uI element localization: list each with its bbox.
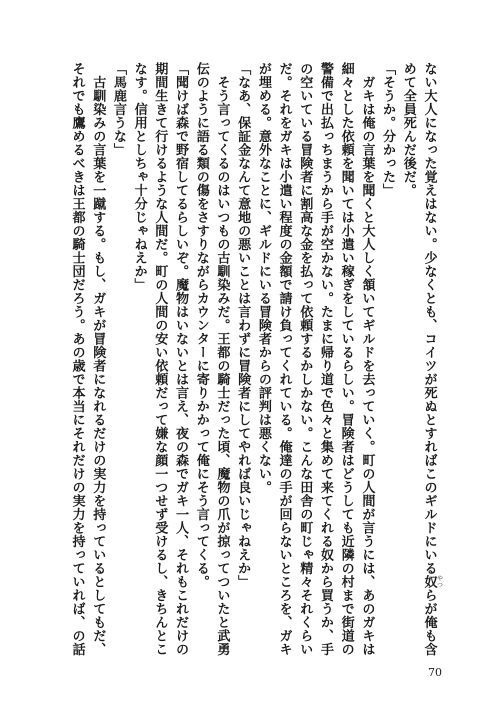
text-line-9: が埋める。意外なことに、ギルドにいる冒険者からの評判は悪くない。	[255, 62, 271, 494]
text-line-7: の空いている冒険者に割高な金を払って依頼するかしかない。こんな田舎の町じゃ精々それくらい	[297, 62, 313, 656]
text-line-1	[418, 62, 443, 656]
text-line-15: なす。信用としちゃ十分じゃねえか」	[131, 62, 147, 292]
text-line-12: 伝のように語る類の傷をさすりながらカウンターに寄りかかって俺にそう言ってくる。	[193, 62, 209, 589]
text-line-6: 警備で出払っちまうから手が空かない。たまに帰り道で色々と集めて来てくれる奴から買うか、手	[317, 62, 333, 656]
text-line-17: 古馴染みの言葉を一蹴する。もし、ガキが冒険者になれるだけの実力を持っているとしてもだ、	[90, 62, 106, 656]
text-line-10: 「なあ、保証金なんて意地の悪いことは言わずに冒険者にしてやれば良いじゃねえか」	[235, 62, 251, 589]
text-line-16: 「馬鹿言うな」	[110, 62, 126, 157]
text-line-18: それでも鷹めるべきは王都の騎士団だろう。あの歳で本当にそれだけの実力を持っていれば、の話	[69, 62, 85, 656]
text-line-13: 「聞けば森で野宿してるらしいぞ。魔物はいないとは言え、夜の森でガキ一人、それもこれだけの	[173, 62, 189, 656]
text-line-11: そう言ってくるのはいつもの古馴染みだ。王都の騎士だった頃、魔物の爪が掠ってついたと武勇	[214, 62, 230, 656]
text-line-3: 「そうか。分かった」	[380, 62, 396, 197]
page-number: 70	[428, 666, 442, 679]
text-line-2: めて全員死んだ後だ。	[400, 62, 416, 197]
text-line-14: 期間生きて行けるような人間だ。町の人間の安い依頼だって嫌な顔一つせず受けるし、きちんとこ	[152, 62, 168, 656]
ruby-annotation: 奴 やつ	[421, 575, 443, 589]
ruby-reading: やつ	[435, 575, 443, 589]
text-line-4: ガキは俺の言葉を聞くと大人しく頷いてギルドを去っていく。町の人間が言うには、あのガキは	[359, 62, 375, 656]
text-line-5: 細々とした依頼を聞いては小遣い稼ぎをしているらしい。冒険者はどうしても近隣の村まで街道の	[338, 62, 354, 656]
text-line-1-content: ない大人になった覚えはない。少なくとも、コイツが死ぬとすればこのギルドにいる奴 やつらが俺も含	[421, 62, 443, 656]
vertical-text-body	[54, 62, 443, 656]
text-line-8: だ。それをガキは小遣い程度の金額で請け負ってくれている。俺達の手が回らないところを、ガキ	[276, 62, 292, 656]
